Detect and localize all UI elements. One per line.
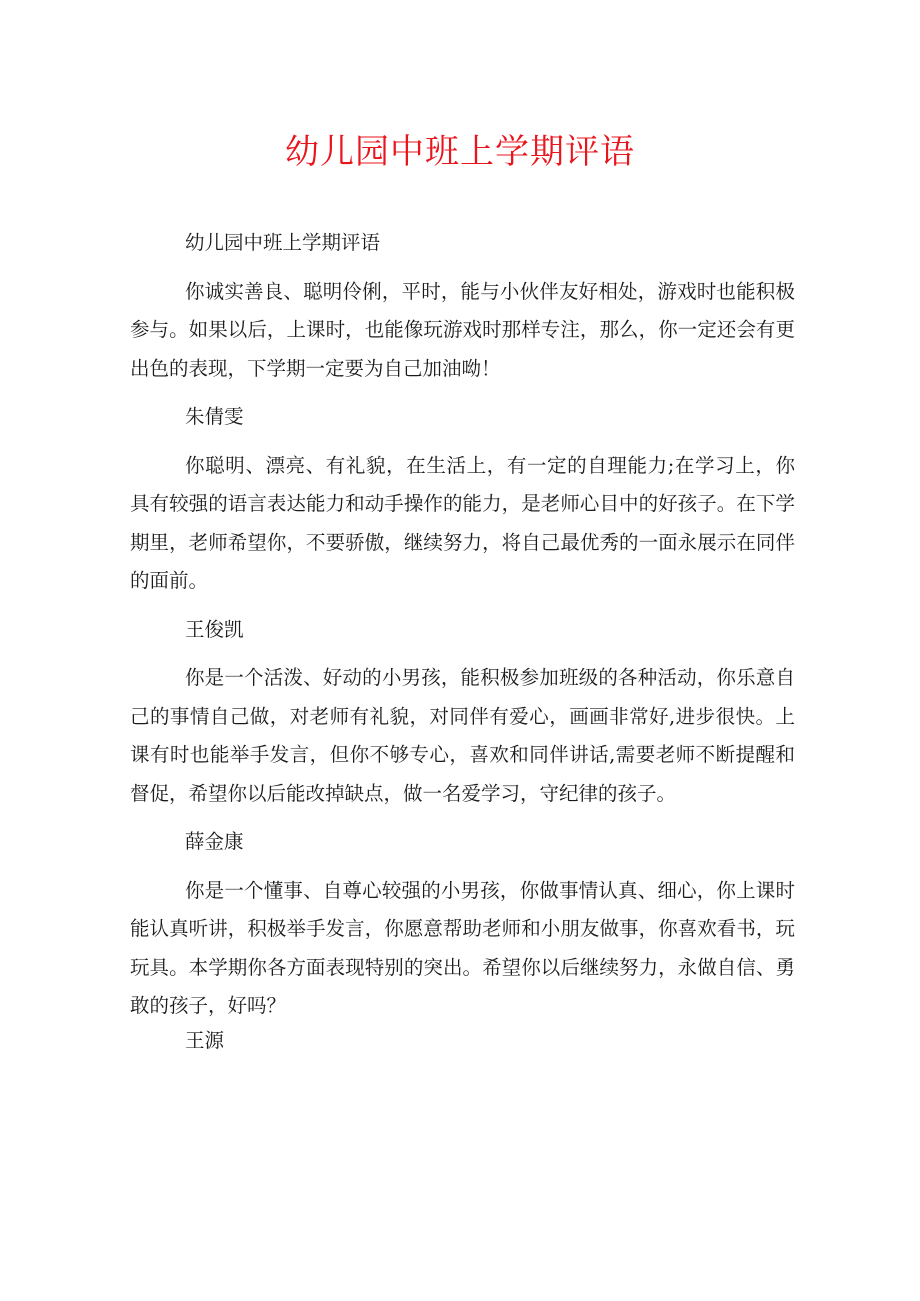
intro-heading: 幼儿园中班上学期评语 [185, 231, 381, 254]
comment-paragraph: 你是一个活泼、好动的小男孩，能积极参加班级的各种活动，你乐意自己的事情自己做，对老师有礼貌，对同伴有爱心，画画非常好,进步很快。上课有时也能举手发言，但你不够专心，喜欢和同伴讲话,需要老师不断提醒和督促，希望你以后能改掉缺点，做一名爱学习，守纪律的孩子。 [130, 666, 795, 805]
student-name: 薛金康 [185, 830, 244, 853]
student-name: 朱倩雯 [185, 405, 244, 428]
comment-paragraph: 你是一个懂事、自尊心较强的小男孩，你做事情认真、细心，你上课时能认真听讲，积极举手发言，你愿意帮助老师和小朋友做事，你喜欢看书，玩玩具。本学期你各方面表现特别的突出。希望你以后继续努力，永做自信、勇敢的孩子，好吗？ [130, 878, 795, 1017]
student-name: 王源 [185, 1028, 225, 1052]
comment-paragraph: 你诚实善良、聪明伶俐，平时，能与小伙伴友好相处，游戏时也能积极参与。如果以后，上课时，也能像玩游戏时那样专注，那么，你一定还会有更出色的表现，下学期一定要为自己加油呦！ [130, 279, 795, 380]
student-name: 王俊凯 [185, 617, 244, 641]
document-body [130, 224, 795, 1070]
comment-paragraph: 你聪明、漂亮、有礼貌，在生活上，有一定的自理能力;在学习上，你具有较强的语言表达能力和动手操作的能力，是老师心目中的好孩子。在下学期里，老师希望你，不要骄傲，继续努力，将自己最优秀的一面永展示在同伴的面前。 [130, 453, 795, 592]
document-title: 幼儿园中班上学期评语 [285, 132, 635, 172]
